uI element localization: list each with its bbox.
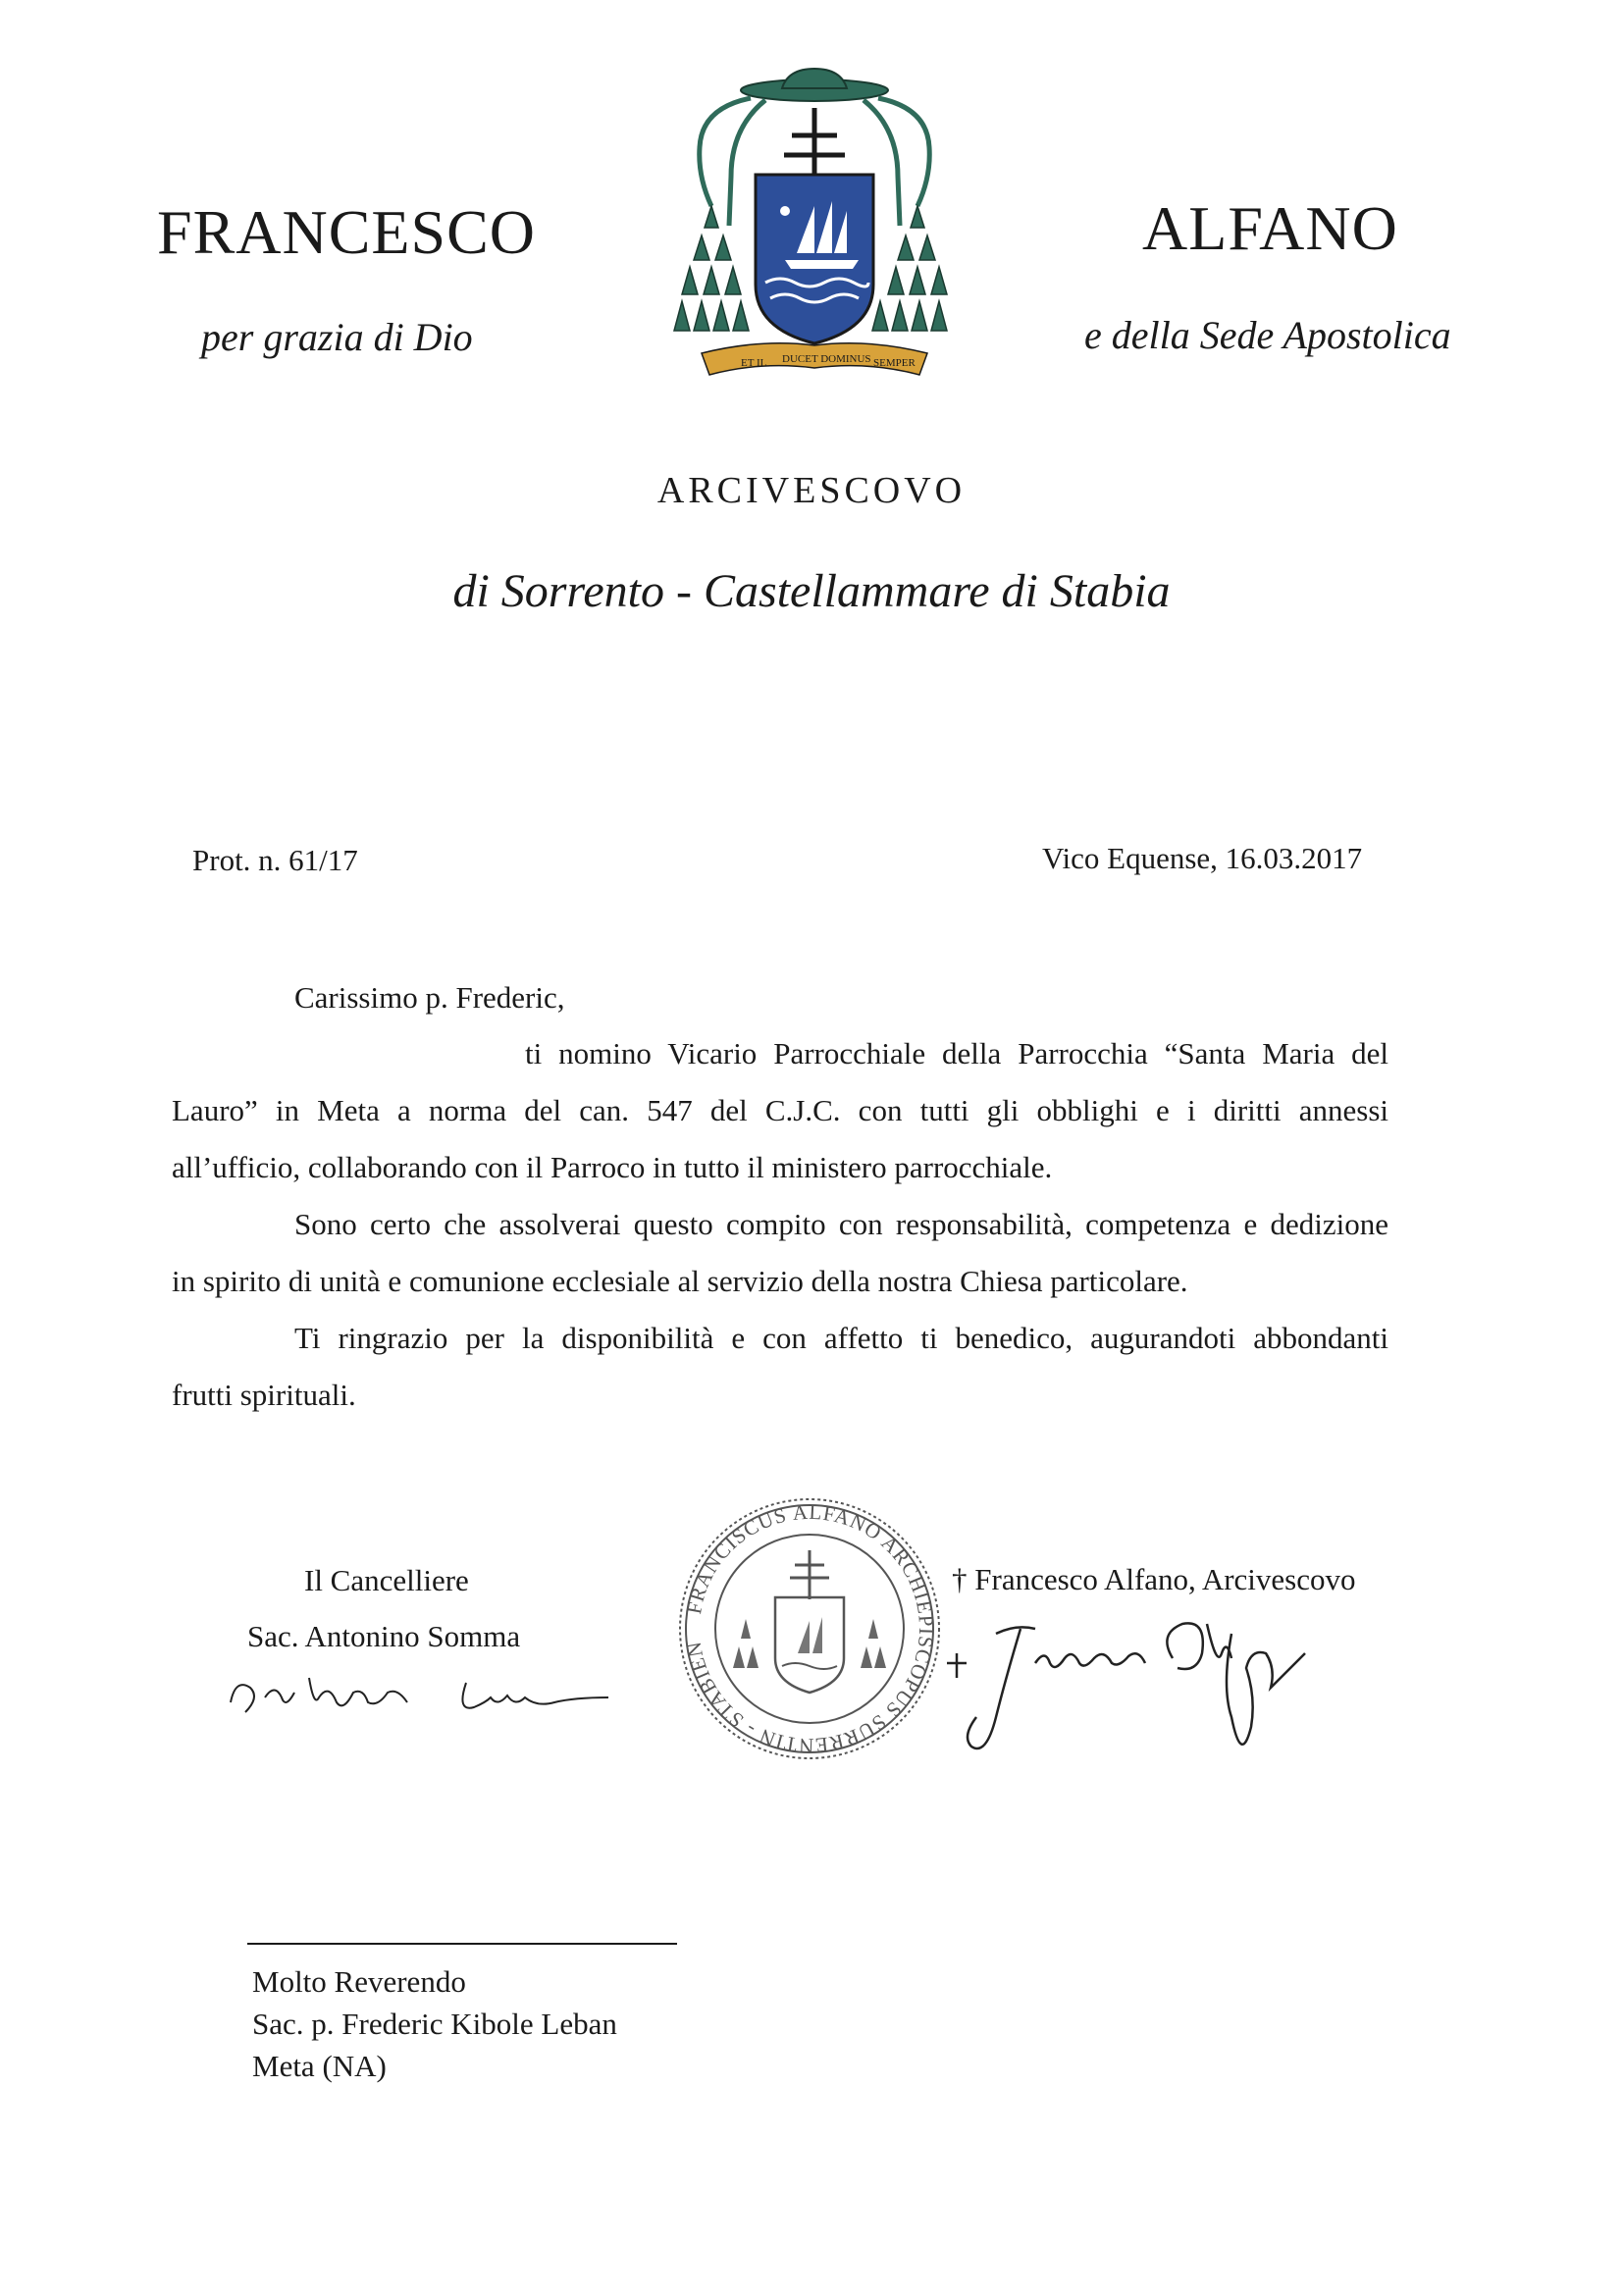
- recipient-line2: Sac. p. Frederic Kibole Leban: [252, 2007, 617, 2041]
- paragraph1-line2: Lauro” in Meta a norma del can. 547 del C.J.C. con tutti gli obblighi e i diritti annessi: [172, 1093, 1388, 1127]
- motto-right: SEMPER: [873, 357, 916, 369]
- motto-center: DUCET DOMINUS: [782, 353, 871, 365]
- archbishop-signature: [937, 1609, 1349, 1786]
- paragraph3-line1: Ti ringrazio per la disponibilità e con affetto ti benedico, augurandoti abbondanti: [294, 1321, 1388, 1355]
- paragraph2-line2: in spirito di unità e comunione ecclesiale al servizio della nostra Chiesa particolare.: [172, 1264, 1188, 1298]
- header-first-name: FRANCESCO: [157, 197, 536, 267]
- paragraph1-line3: all’ufficio, collaborando con il Parroco in tutto il ministero parrocchiale.: [172, 1150, 1053, 1184]
- protocol-number: Prot. n. 61/17: [192, 843, 358, 877]
- coat-of-arms: [672, 59, 957, 407]
- chancellor-title: Il Cancelliere: [304, 1563, 469, 1597]
- title-archbishop: ARCIVESCOVO: [656, 470, 967, 511]
- chancellor-name: Sac. Antonino Somma: [247, 1619, 521, 1653]
- recipient-divider: [247, 1943, 677, 1945]
- recipient-line1: Molto Reverendo: [252, 1964, 466, 1999]
- header-grace-left: per grazia di Dio: [201, 315, 473, 359]
- header-grace-right: e della Sede Apostolica: [1084, 313, 1451, 357]
- motto-left: ET IL: [741, 357, 767, 369]
- paragraph1-line1: ti nomino Vicario Parrocchiale della Parrocchia “Santa Maria del: [525, 1036, 1388, 1070]
- seal-text: FRANCISCUS ALFANO ARCHIEPISCOPUS SURRENTIN - STABIEN: [681, 1499, 939, 1758]
- recipient-line3: Meta (NA): [252, 2049, 387, 2083]
- place-date: Vico Equense, 16.03.2017: [1042, 841, 1363, 875]
- chancellor-signature: [221, 1658, 633, 1727]
- svg-text:FRANCISCUS ALFANO ARCHIEPISCOP: [682, 1500, 939, 1757]
- paragraph3-line2: frutti spirituali.: [172, 1378, 356, 1412]
- greeting: Carissimo p. Frederic,: [294, 980, 565, 1015]
- archdiocese-seal: [672, 1491, 947, 1766]
- header-last-name: ALFANO: [1142, 193, 1398, 263]
- title-see: di Sorrento - Castellammare di Stabia: [452, 565, 1171, 617]
- archbishop-signature-label: † Francesco Alfano, Arcivescovo: [952, 1562, 1356, 1596]
- paragraph2-line1: Sono certo che assolverai questo compito con responsabilità, competenza e dedizione: [294, 1207, 1388, 1241]
